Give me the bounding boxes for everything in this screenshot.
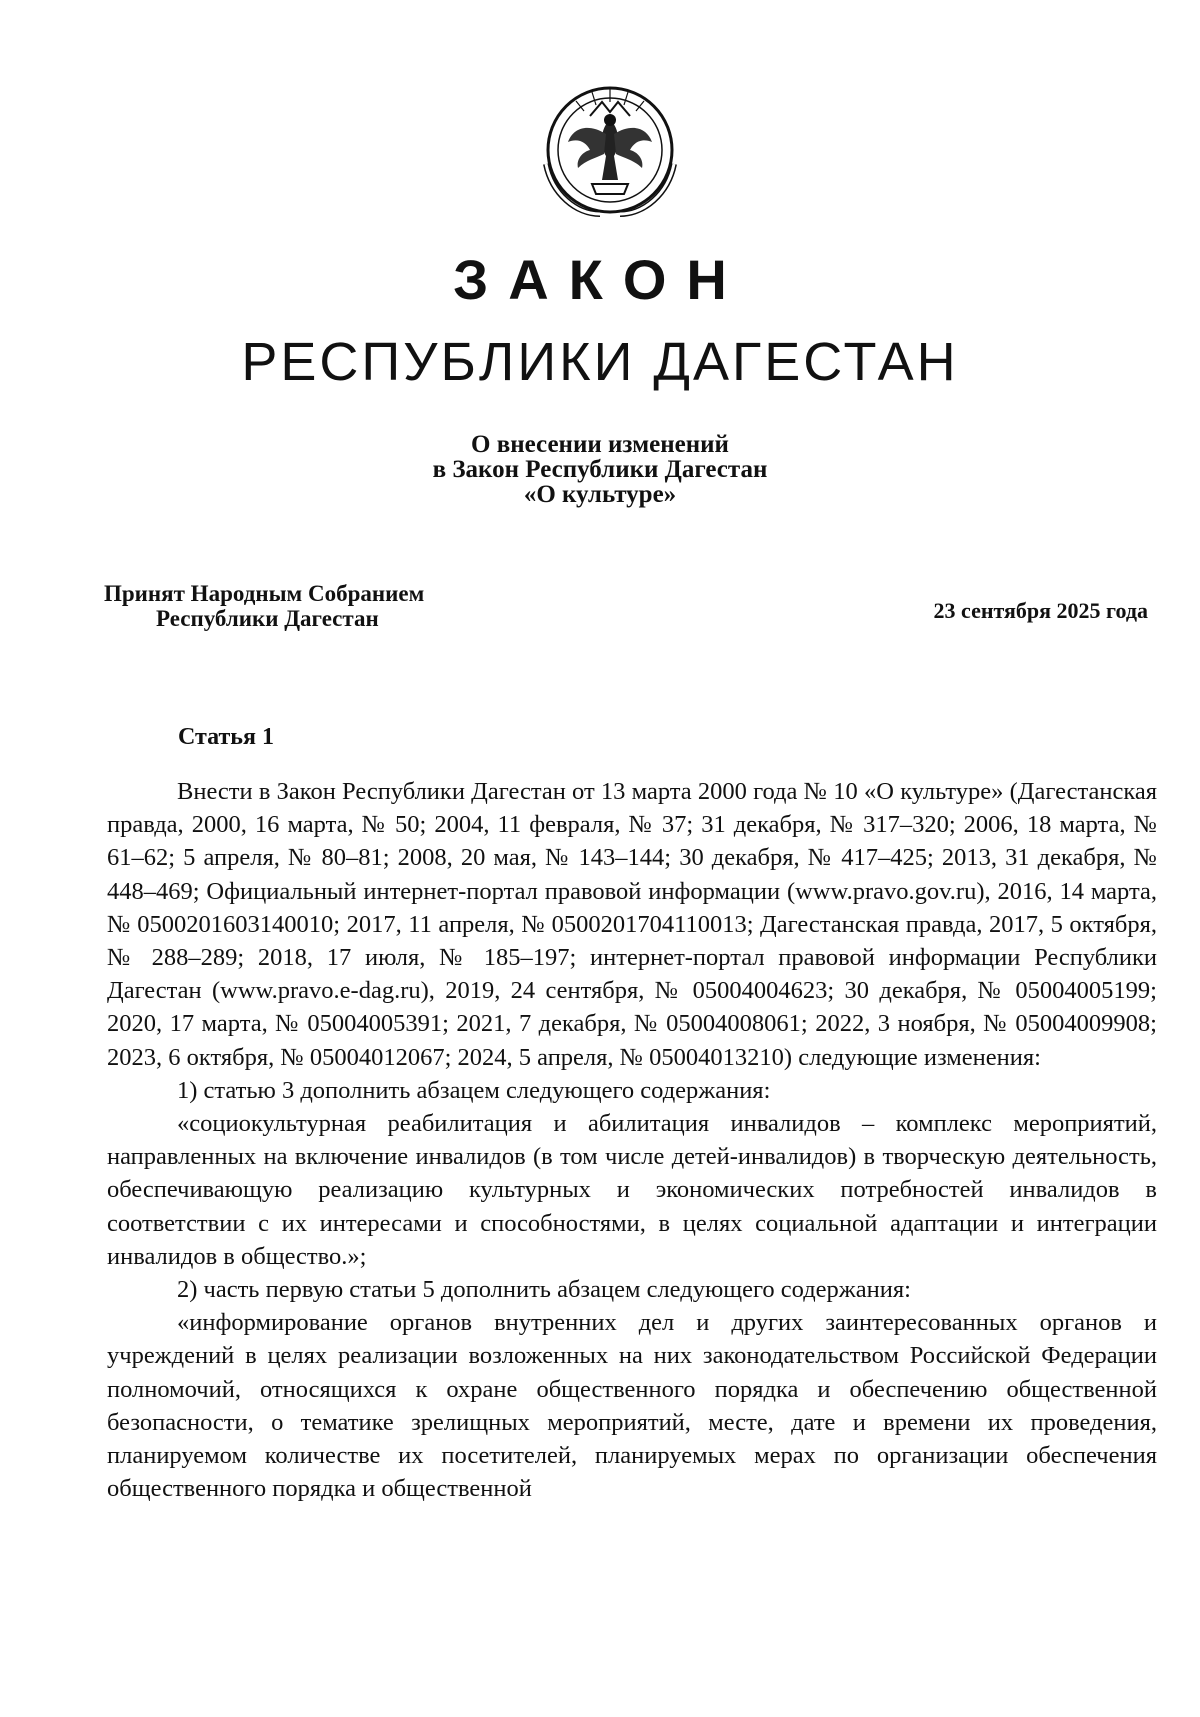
article-body: [107, 775, 1157, 1505]
document-subtitle: РЕСПУБЛИКИ ДАГЕСТАН: [241, 332, 959, 392]
paragraph: Внести в Закон Республики Дагестан от 13 марта 2000 года № 10 «О культуре» (Дагестанская правда, 2000, 16 марта, № 50; 2004, 11 февраля, № 37; 31 декабря, № 317–320; 2006, 18 марта, № 61–62; 5 апреля, № 80–81; 2008, 20 мая, № 143–144; 30 декабря, № 417–425; 2013, 31 декабря, № 448–469; Официальный интернет-портал правовой информации (www.pravo.gov.ru), 2016, 14 марта, № 0500201603140010; 2017, 11 апреля, № 0500201704110013; Дагестанская правда, 2017, 5 октября, № 288–289; 2018, 17 июля, № 185–197; интернет-портал правовой информации Республики Дагестан (www.pravo.e-dag.ru), 2019, 24 сентября, № 05004004623; 30 декабря, № 05004005199; 2020, 17 марта, № 05004005391; 2021, 7 декабря, № 05004008061; 2022, 3 ноября, № 05004009908; 2023, 6 октября, № 05004012067; 2024, 5 апреля, № 05004013210) следующие изменения:: [107, 778, 1157, 1071]
law-name-line: «О культуре»: [523, 481, 677, 508]
paragraph: «социокультурная реабилитация и абилитация инвалидов – комплекс мероприятий, направленных на включение инвалидов (в том числе детей-инвалидов) в творческую деятельность, обеспечивающую реализацию культурных и экономических потребностей инвалидов в соответствии с их интересами и способностями, в целях социальной адаптации и интеграции инвалидов в общество.»;: [107, 1110, 1157, 1270]
law-name-line: О внесении изменений: [471, 431, 729, 458]
article-heading: Статья 1: [178, 724, 274, 750]
document-title: ЗАКОН: [453, 248, 747, 311]
adopted-by-line: Принят Народным Собранием: [104, 581, 425, 606]
paragraph: «информирование органов внутренних дел и других заинтересованных органов и учреждений в целях реализации возложенных на них законодательством Российской Федерации полномочий, относящихся к охране общественного порядка и обеспечению общественной безопасности, о тематике зрелищных мероприятий, месте, дате и времени их проведения, планируемом количестве их посетителей, планируемых мерах по организации обеспечения общественного порядка и общественной: [107, 1309, 1157, 1503]
adoption-date: 23 сентября 2025 года: [933, 598, 1148, 623]
paragraph: 2) часть первую статьи 5 дополнить абзацем следующего содержания:: [177, 1276, 911, 1304]
law-name: [0, 432, 1200, 507]
paragraph: 1) статью 3 дополнить абзацем следующего содержания:: [177, 1076, 771, 1104]
adopted-by-line: Республики Дагестан: [156, 606, 379, 631]
coat-of-arms-emblem: [530, 68, 690, 228]
adopted-by: [104, 581, 524, 631]
law-name-line: в Закон Республики Дагестан: [432, 456, 768, 483]
